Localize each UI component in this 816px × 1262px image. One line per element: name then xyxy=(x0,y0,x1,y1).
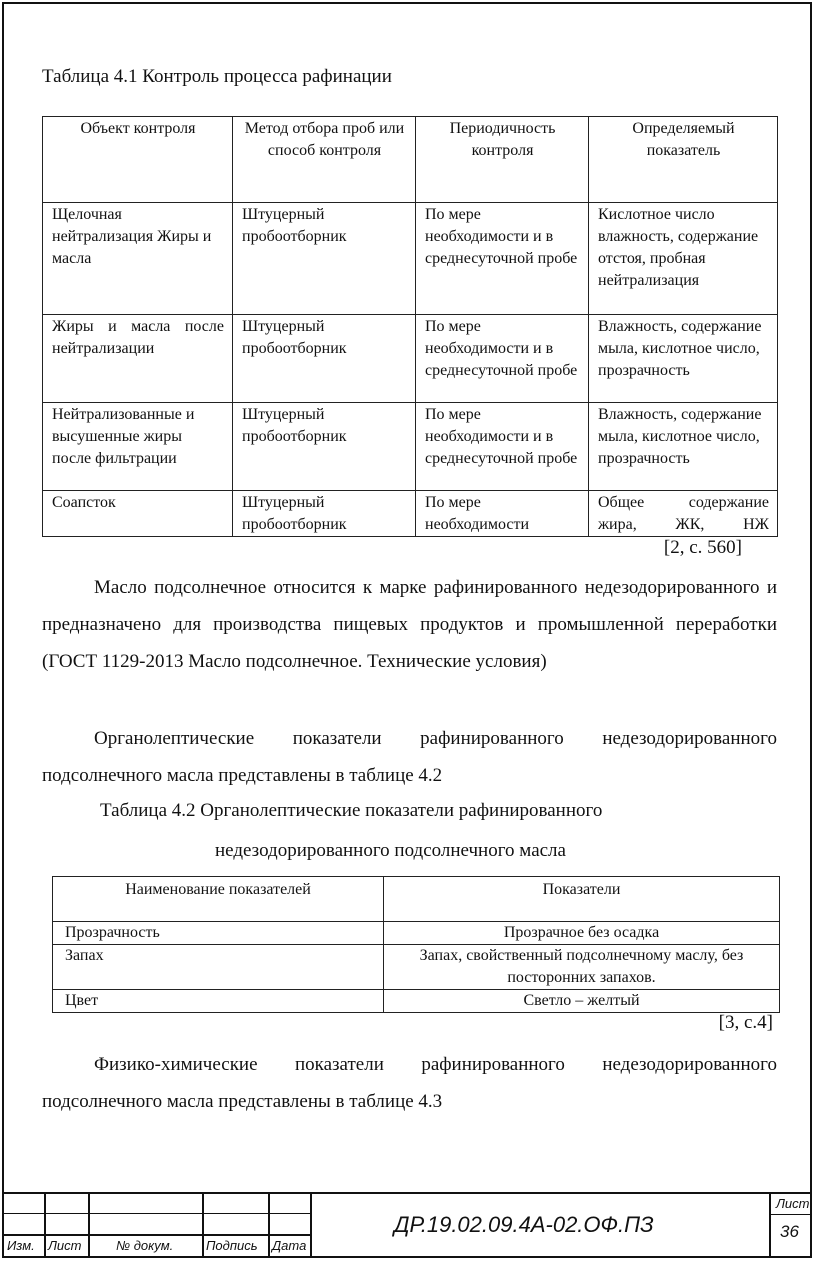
title-block-stamp xyxy=(4,1192,810,1256)
document-code: ДР.19.02.09.4А-02.ОФ.ПЗ xyxy=(394,1212,654,1237)
stamp-line xyxy=(4,1213,310,1214)
table1-cell: Штуцерный пробоотборник xyxy=(233,315,416,403)
stamp-line xyxy=(4,1192,810,1194)
table2-cell: Светло – желтый xyxy=(384,990,780,1013)
table1-header-cell: Определяемый показатель xyxy=(589,117,778,203)
stamp-line xyxy=(770,1214,810,1215)
stamp-label-change: Изм. xyxy=(7,1238,35,1253)
sheet-number: 36 xyxy=(780,1222,799,1241)
table1-cell: Штуцерный пробоотборник xyxy=(233,203,416,315)
table1-source-ref: [2, с. 560] xyxy=(663,537,742,558)
table1-cell: Общее содержание жира, ЖК, НЖ xyxy=(589,491,778,537)
table1-cell: Соапсток xyxy=(43,491,233,537)
table-row xyxy=(53,922,780,945)
table2-cell: Цвет xyxy=(53,990,384,1013)
table1-cell: Штуцерный пробоотборник xyxy=(233,403,416,491)
stamp-line xyxy=(88,1192,90,1256)
table-row xyxy=(43,315,778,403)
table2-source-ref: [3, с.4] xyxy=(718,1012,773,1033)
table1-cell: По мере необходимости xyxy=(416,491,589,537)
table1-header-row xyxy=(43,117,778,203)
table-row xyxy=(43,491,778,537)
table1 xyxy=(42,116,778,537)
table1-cell: По мере необходимости и в среднесуточной пробе xyxy=(416,403,589,491)
paragraph-2-block xyxy=(42,720,777,794)
stamp-line xyxy=(44,1192,46,1256)
stamp-label-signature: Подпись xyxy=(206,1238,258,1253)
paragraph-2: Органолептические показатели рафинированного недезодорированного подсолнечного масла представлены в таблице 4.2 xyxy=(42,728,777,786)
paragraph-1: Масло подсолнечное относится к марке рафинированного недезодорированного и предназначено для производства пищевых продуктов и промышленной переработки (ГОСТ 1129-2013 Масло подсолнечное. Технические условия) xyxy=(42,577,777,672)
table1-cell: Щелочная нейтрализация Жиры и масла xyxy=(43,203,233,315)
table2-header-cell: Показатели xyxy=(384,877,780,922)
table2-cell: Запах xyxy=(53,945,384,990)
stamp-line xyxy=(202,1192,204,1256)
table2-title-line2: недезодорированного подсолнечного масла xyxy=(215,840,566,861)
table2-title-line1: Таблица 4.2 Органолептические показатели рафинированного xyxy=(100,800,603,821)
table1-cell: Кислотное число влажность, содержание отстоя, пробная нейтрализация xyxy=(589,203,778,315)
paragraph-3-block xyxy=(42,1046,777,1120)
table1-header-cell: Периодичность контроля xyxy=(416,117,589,203)
table1-cell: Жиры и масла после нейтрализации xyxy=(43,315,233,403)
stamp-label-date: Дата xyxy=(272,1238,307,1253)
table1-header-cell: Метод отбора проб или способ контроля xyxy=(233,117,416,203)
stamp-label-sheet: Лист xyxy=(48,1238,82,1253)
table2-header-row xyxy=(53,877,780,922)
table1-cell: По мере необходимости и в среднесуточной пробе xyxy=(416,203,589,315)
table2-header-cell: Наименование показателей xyxy=(53,877,384,922)
table2-cell: Прозрачное без осадка xyxy=(384,922,780,945)
table2-cell: Запах, свойственный подсолнечному маслу, без посторонних запахов. xyxy=(384,945,780,990)
table2-cell: Прозрачность xyxy=(53,922,384,945)
table1-header-cell: Объект контроля xyxy=(43,117,233,203)
paragraph-3: Физико-химические показатели рафинированного недезодорированного подсолнечного масла представлены в таблице 4.3 xyxy=(42,1054,777,1112)
stamp-label-doc-number: № докум. xyxy=(116,1238,174,1253)
table-row xyxy=(43,203,778,315)
table1-cell: Штуцерный пробоотборник xyxy=(233,491,416,537)
stamp-line xyxy=(769,1192,771,1256)
table1-title: Таблица 4.1 Контроль процесса рафинации xyxy=(42,66,392,87)
stamp-line xyxy=(268,1192,270,1256)
table-row xyxy=(53,945,780,990)
stamp-line xyxy=(4,1234,310,1236)
table-row xyxy=(53,990,780,1013)
stamp-sheet-label: Лист xyxy=(776,1196,810,1211)
stamp-line xyxy=(310,1192,312,1256)
table2 xyxy=(52,876,780,1013)
paragraph-1-block xyxy=(42,569,777,680)
table1-cell: Влажность, содержание мыла, кислотное число, прозрачность xyxy=(589,315,778,403)
table-row xyxy=(43,403,778,491)
table1-cell: Нейтрализованные и высушенные жиры после фильтрации xyxy=(43,403,233,491)
table1-cell: Влажность, содержание мыла, кислотное число, прозрачность xyxy=(589,403,778,491)
table1-cell: По мере необходимости и в среднесуточной пробе xyxy=(416,315,589,403)
